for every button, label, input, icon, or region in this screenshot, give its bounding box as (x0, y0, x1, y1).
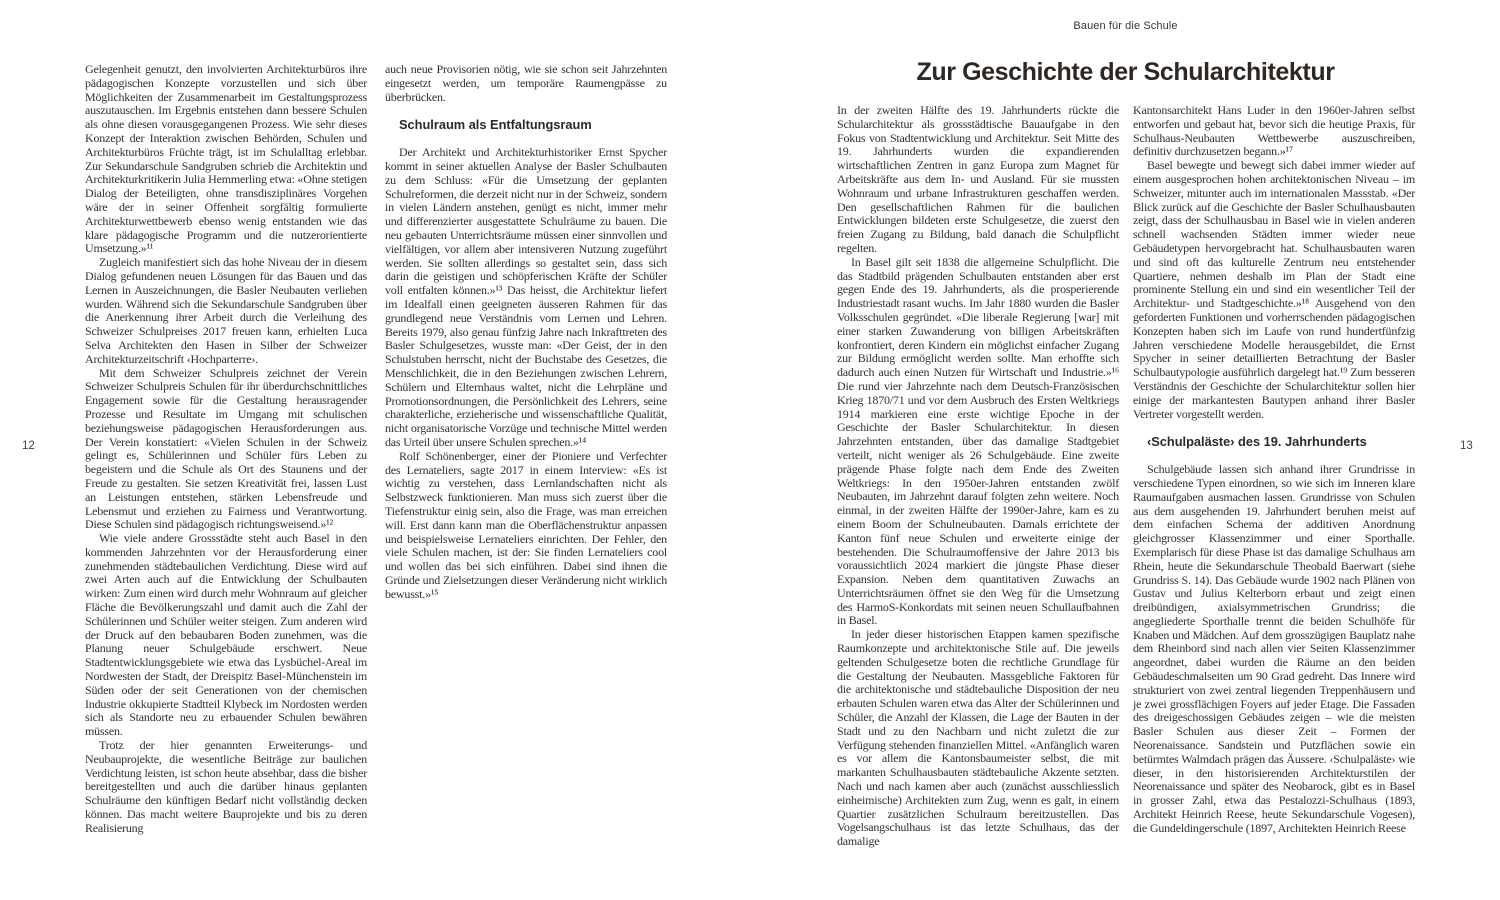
page-number-right: 13 (1460, 440, 1473, 452)
paragraph: Zugleich manifestiert sich das hohe Niveau der in diesem Dialog gefundenen neuen Lösungen für das Bauen und das Lernen in Auszeichnungen, die Basler Neubauten verliehen wurden. Während sich die Sekundarschule Sandgruben über die Anerkennung ihrer Arbeit durch die Verleihung des Schweizer Schulpreises 2017 freuen kann, erhielten Luca Selva Architekten den Hasen in Silber der Schweizer Architekturzeitschrift ‹Hochparterre›. (85, 255, 367, 366)
section-heading: ‹Schulpaläste› des 19. Jahrhunderts (1147, 434, 1367, 450)
paragraph: Rolf Schönenberger, einer der Pioniere und Verfechter des Lernateliers, sagte 2017 in einem Interview: «Es ist wichtig zu verstehen, dass Lernlandschaften nicht als Selbstzweck funktionieren. Man muss sich zuerst über die Tiefenstruktur einig sein, also die Frage, was man erreichen will. Erst dann kann man die Oberflächenstruktur anpassen und beispielsweise Lernateliers einrichten. Der Fehler, den viele Schulen machen, ist der: Sie finden Lernateliers cool und wollen das bei sich einführen. Dabei sind ihnen die Gründe und Zielsetzungen dieser Veränderung nicht wirklich bewusst.»¹⁵ (385, 448, 667, 601)
section-heading: Schulraum als Entfaltungsraum (399, 117, 592, 133)
paragraph: auch neue Provisorien nötig, wie sie schon seit Jahrzehnten eingesetzt werden, um temporäre Raumengpässe zu überbrücken. (385, 62, 667, 104)
paragraph: Gelegenheit genutzt, den involvierten Architekturbüros ihre pädagogischen Konzepte vorzustellen und sich über Möglichkeiten der Zusammenarbeit im Gestaltungsprozess auszutauschen. Im Ergebnis entstehen dann bessere Schulen als ohne diesen vorausgegangenen Prozess. Wie sehr dieses Konzept der Interaktion zwischen Behörden, Schulen und Architekturbüros Früchte trägt, ist im Schulalltag erlebbar. Zur Sekundarschule Sandgruben schrieb die Architektin und Architekturkritikerin Julia Hemmerling etwa: «Ohne stetigen Dialog der Beteiligten, ohne transdisziplinäres Vorgehen wäre der in seiner Offenheit sorgfältig formulierte Architekturwettbewerb ebenso wenig entstanden wie das klare pädagogische Programm und die nutzerorientierte Umsetzung.»¹¹ (85, 62, 367, 256)
page-number-left: 12 (22, 440, 35, 452)
paragraph: In der zweiten Hälfte des 19. Jahrhunderts rückte die Schularchitektur als grossstädtische Bauaufgabe in den Fokus von Stadtentwicklung und Architektur. Seit Mitte des 19. Jahrhunderts wurden die expandierenden wirtschaftlichen Zentren in ganz Europa zum Magnet für Arbeitskräfte aus dem In- und Ausland. Für sie mussten Wohnraum und urbane Infrastrukturen geschaffen werden. Den gesellschaftlichen Rahmen für die baulichen Entwicklungen bildeten erste Schulgesetze, die zuerst den freien Zugang zu Bildung, bald danach die Schulpflicht regelten. (837, 103, 1119, 255)
paragraph: Schulgebäude lassen sich anhand ihrer Grundrisse in verschiedene Typen einordnen, so wie sich im Inneren klare Raumaufgaben ausmachen lassen. Grundrisse von Schulen aus dem ausgehenden 19. Jahrhundert beruhen meist auf dem einfachen Schema der additiven Anordnung gleichgrosser Klassenzimmer und einer Sporthalle. Exemplarisch für diese Phase ist das damalige Schulhaus am Rhein, heute die Sekundarschule Theobald Baerwart (siehe Grundriss S. 14). Das Gebäude wurde 1902 nach Plänen von Gustav und Julius Kelterborn erbaut und zeigt einen dreibündigen, axialsymmetrischen Grundriss; die angegliederte Sporthalle trennt die beiden Schulhöfe für Knaben und Mädchen. Auf dem grosszügigen Bauplatz nahe dem Rheinbord sind nach allen vier Seiten Klassenzimmer angeordnet, dabei wurden die Räume an den beiden Gebäudeschmalseiten um 90 Grad gedreht. Das Innere wird strukturiert von zwei zentral liegenden Treppenhäusern und je zwei grossflächigen Foyers auf jeder Etage. Die Fassaden des dreigeschossigen Gebäudes zeigen – wie die meisten Basler Schulen aus dieser Zeit – Formen der Neorenaissance. Sandstein und Putzflächen sowie ein betürmtes Walmdach prägen das Äussere. ‹Schulpaläste› wie dieser, in den historisierenden Architekturstilen der Neorenaissance und später des Neobarock, gibt es in Basel in grosser Zahl, etwa das Pestalozzi-Schulhaus (1893, Architekt Heinrich Reese, heute Sekundarschule Vogesen), die Gundeldingerschule (1897, Architekten Heinrich Reese (1133, 462, 1415, 835)
paragraph: In jeder dieser historischen Etappen kamen spezifische Raumkonzepte und architektonische Stile auf. Die jeweils geltenden Schulgesetze boten die rechtliche Grundlage für die Gestaltung der Neubauten. Massgebliche Faktoren für die architektonische und städtebauliche Disposition der neu erbauten Schulen waren etwa das Alter der Schülerinnen und Schüler, die Anzahl der Klassen, die Lage der Bauten in der Stadt und zu den Nachbarn und nicht zuletzt die zur Verfügung stehenden finanziellen Mittel. «Anfänglich waren es vor allem die Kantonsbaumeister selbst, die mit markanten Schulhausbauten städtebauliche Akzente setzten. Nach und nach kamen aber auch (zunächst ausschliesslich einheimische) Architekten zum Zug, wenn es galt, in einem Quartier zusätzlichen Schulraum bereitzustellen. Das Vogelsangschulhaus ist das letzte Schulhaus, das der damalige (837, 627, 1119, 849)
paragraph: Der Architekt und Architekturhistoriker Ernst Spycher kommt in seiner aktuellen Analyse der Basler Schulbauten zu dem Schluss: «Für die Umsetzung der geplanten Schulreformen, die derzeit nicht nur in der Schweiz, sondern in vielen Ländern anstehen, genügt es nicht, immer mehr und differenzierter ausgestattete Schulräume zu bauen. Die neu gebauten Unterrichtsräume müssen einer sinnvollen und vielfältigen, vor allem aber intensiveren Nutzung zugeführt werden. Sie sollten allerdings so gestaltet sein, dass sich darin die geistigen und schöpferischen Kräfte der Schüler voll entfalten können.»¹³ Das heisst, die Architektur liefert im Idealfall einen geeigneten äusseren Rahmen für das grundlegend neue Verständnis vom Lernen und Lehren. Bereits 1979, also genau fünfzig Jahre nach Inkrafttreten des Basler Schulgesetzes, wusste man: «Der Geist, der in den Schulstuben herrscht, nicht der Buchstabe des Gesetzes, die Menschlichkeit, die in den Beziehungen zwischen Lehrern, Schülern und Elternhaus waltet, nicht die Lehrpläne und Promotionsordnungen, die Persönlichkeit des Lehrers, seine charakterliche, erzieherische und wissenschaftliche Qualität, nicht organisatorische Vorzüge und technische Mittel werden das Urteil über unsere Schulen sprechen.»¹⁴ (385, 145, 667, 449)
paragraph: Basel bewegte und bewegt sich dabei immer wieder auf einem ausgesprochen hohen architektonischen Niveau – im Schweizer, mitunter auch im internationalen Massstab. «Der Blick zurück auf die Geschichte der Basler Schulhausbauten zeigt, dass der Schulhausbau in Basel wie in vielen anderen schnell wachsenden Städten immer wieder neue Gebäudetypen hervorgebracht hat. Schulhausbauten waren und sind oft das kulturelle Zentrum neu entstehender Quartiere, nehmen deshalb im Plan der Stadt eine prominente Stellung ein und sind ein wesentlicher Teil der Architektur- und Stadtgeschichte.»¹⁸ Ausgehend von den geforderten Funktionen und vorherrschenden pädagogischen Konzepten haben sich im Laufe von rund hundertfünfzig Jahren verschiedene Modelle herausgebildet, die Ernst Spycher in seiner detaillierten Betrachtung der Basler Schulbautypologie ausführlich dargelegt hat.¹⁹ Zum besseren Verständnis der Geschichte der Schularchitektur sollen hier einige der markantesten Bautypen anhand ihrer Basler Vertreter vorgestellt werden. (1133, 158, 1415, 421)
right-page-column-2 (1133, 104, 1415, 836)
left-page-column-1 (85, 63, 367, 836)
paragraph: Kantonsarchitekt Hans Luder in den 1960er-Jahren selbst entworfen und gebaut hat, bevor sich die heutige Praxis, für Schulhaus-Neubauten Wettbewerbe auszuschreiben, definitiv durchzusetzen begann.»¹⁷ (1133, 103, 1415, 159)
right-page-column-1 (837, 104, 1119, 849)
paragraph: Trotz der hier genannten Erweiterungs- und Neubauprojekte, die wesentliche Beiträge zur baulichen Verdichtung leisten, ist schon heute absehbar, dass die bisher bereitgestellten und auch die darüber hinaus geplanten Schulräume den künftigen Bedarf nicht vollständig decken können. Das macht weitere Bauprojekte und bis zu deren Realisierung (85, 738, 367, 835)
left-page-column-2 (385, 63, 667, 601)
paragraph: Wie viele andere Grossstädte steht auch Basel in den kommenden Jahrzehnten vor der Herausforderung einer zunehmenden städtebaulichen Verdichtung. Diese wird auf zwei Arten auch auf die Entwicklung der Schulbauten wirken: Zum einen wird durch mehr Wohnraum auf gleicher Fläche die Bevölkerungszahl und damit auch die Zahl der Schülerinnen und Schüler weiter steigen. Zum anderen wird der Druck auf den bebaubaren Boden zunehmen, was die Planung neuer Schulgebäude erschwert. Neue Stadtentwicklungsgebiete wie etwa das Lysbüchel-Areal im Nordwesten der Stadt, der Dreispitz Basel-Münchenstein im Süden oder der seit Generationen von der chemischen Industrie okkupierte Stadtteil Klybeck im Nordosten werden sich als Standorte neu zu erbauender Schulen bewähren müssen. (85, 531, 367, 739)
running-header: Bauen für die Schule (1073, 20, 1178, 32)
paragraph: Mit dem Schweizer Schulpreis zeichnet der Verein Schweizer Schulpreis Schulen für ihr überdurchschnittliches Engagement sowie für die Gestaltung herausragender Prozesse und Resultate im Umgang mit schulischen beziehungsweise pädagogischen Herausforderungen aus. Der Verein konstatiert: «Vielen Schulen in der Schweiz gelingt es, Schülerinnen und Schüler fürs Leben zu begeistern und die Schule als Ort des Staunens und der Freude zu gestalten. Sie setzen Kreativität frei, lassen Lust an Leistungen entstehen, stärken Lebensfreude und Lebensmut und erziehen zu Fairness und Verantwortung. Diese Schulen sind pädagogisch richtungsweisend.»¹² (85, 365, 367, 532)
paragraph: In Basel gilt seit 1838 die allgemeine Schulpflicht. Die das Stadtbild prägenden Schulbauten entstanden aber erst gegen Ende des 19. Jahrhunderts, als die prosperierende Industriestadt rasant wuchs. Im Jahr 1880 wurden die Basler Volksschulen gegründet. «Die liberale Regierung [war] mit einer starken Zuwanderung von billigen Arbeitskräften konfrontiert, deren Kindern ein möglichst einfacher Zugang zur Bildung ermöglicht werden sollte. Man erhoffte sich dadurch auch einen Nutzen für Wirtschaft und Industrie.»¹⁶ Die rund vier Jahrzehnte nach dem Deutsch-Französischen Krieg 1870/71 und vor dem Ausbruch des Ersten Weltkriegs 1914 markieren eine erste wichtige Epoche in der Geschichte der Basler Schularchitektur. In diesen Jahrzehnten entstanden, über das damalige Stadtgebiet verteilt, nicht weniger als 26 Schulgebäude. Eine zweite prägende Phase folgte nach dem Ende des Zweiten Weltkriegs: In den 1950er-Jahren entstanden zwölf Neubauten, im Jahrzehnt darauf folgten zehn weitere. Noch einmal, in der zweiten Hälfte der 1990er-Jahre, kam es zu einem Boom der Schulneubauten. Damals errichtete der Kanton fünf neue Schulen und erweiterte einige der bestehenden. Die Schulraumoffensive der Jahre 2013 bis voraussichtlich 2024 markiert die jüngste Phase dieser Expansion. Neben dem quantitativen Zuwachs an Unterrichtsräumen öffnet sie den Weg für die Umsetzung des HarmoS-Konkordats mit seinen neuen Schullaufbahnen in Basel. (837, 254, 1119, 628)
chapter-title: Zur Geschichte der Schularchitektur (916, 58, 1335, 86)
